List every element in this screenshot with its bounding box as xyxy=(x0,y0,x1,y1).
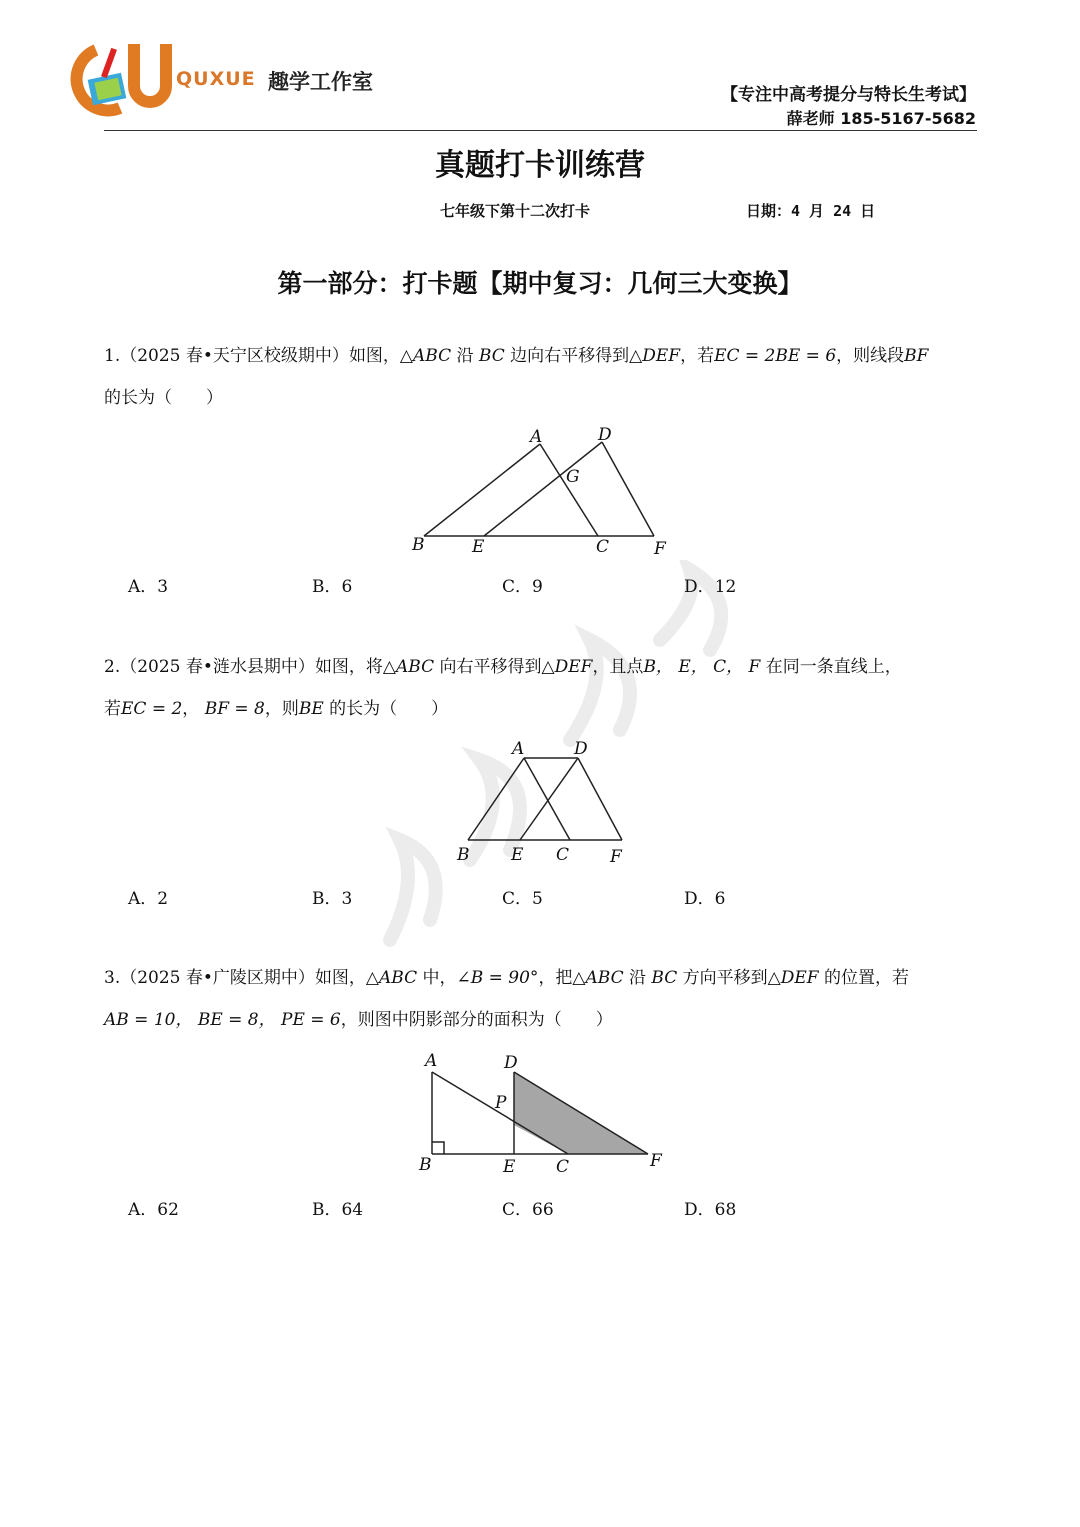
brand-english: QUXUE xyxy=(176,68,256,90)
svg-text:B: B xyxy=(412,535,425,555)
q3-option-b[interactable]: B．64 xyxy=(312,1200,364,1220)
question-2: 2.（2025 春•涟水县期中）如图，将△ABC 向右平移得到△DEF，且点B， E， C， F 在同一条直线上， 若EC = 2， BF = 8，则BE 的长为（ ） xyxy=(104,657,902,719)
svg-text:F: F xyxy=(650,1151,662,1171)
question-1: 1.（2025 春•天宁区校级期中）如图，△ABC 沿 BC 边向右平移得到△DEF，若EC = 2BE = 6，则线段BF 的长为（ ） xyxy=(104,346,929,408)
svg-text:E: E xyxy=(503,1157,516,1177)
svg-text:B: B xyxy=(457,845,470,865)
section-title: 第一部分：打卡题【期中复习：几何三大变换】 xyxy=(277,269,803,298)
q2-option-b[interactable]: B．3 xyxy=(312,889,353,909)
header-divider xyxy=(104,130,977,131)
svg-text:P: P xyxy=(495,1093,507,1113)
q1-option-d[interactable]: D．12 xyxy=(684,577,737,597)
header-contact: 薛老师 185-5167-5682 xyxy=(786,109,976,128)
svg-text:C: C xyxy=(556,1157,570,1177)
q3-option-a[interactable]: A．62 xyxy=(128,1200,179,1220)
page-title: 真题打卡训练营 xyxy=(435,148,645,183)
svg-text:D: D xyxy=(504,1053,518,1073)
brand-chinese: 趣学工作室 xyxy=(268,70,373,94)
svg-text:C: C xyxy=(596,537,610,557)
svg-text:F: F xyxy=(654,539,666,559)
svg-text:A: A xyxy=(425,1051,438,1071)
svg-text:A: A xyxy=(530,427,543,447)
date-label: 日期：4 月 24 日 xyxy=(746,202,876,220)
q2-option-a[interactable]: A．2 xyxy=(128,889,169,909)
q1-option-c[interactable]: C．9 xyxy=(502,577,543,597)
session-label: 七年级下第十二次打卡 xyxy=(440,202,591,220)
svg-text:E: E xyxy=(472,537,485,557)
svg-text:A: A xyxy=(512,739,525,759)
q2-option-c[interactable]: C．5 xyxy=(502,889,543,909)
figure-2 xyxy=(448,734,638,869)
q1-option-b[interactable]: B．6 xyxy=(312,577,353,597)
svg-text:G: G xyxy=(566,467,580,487)
svg-text:E: E xyxy=(511,845,524,865)
q2-option-d[interactable]: D．6 xyxy=(684,889,726,909)
q3-option-d[interactable]: D．68 xyxy=(684,1200,737,1220)
figure-1 xyxy=(400,420,680,560)
svg-text:B: B xyxy=(419,1155,432,1175)
q1-option-a[interactable]: A．3 xyxy=(128,577,169,597)
question-3: 3.（2025 春•广陵区期中）如图，△ABC 中，∠B = 90°，把△ABC 沿 BC 方向平移到△DEF 的位置，若 AB = 10， BE = 8， PE = 6，则图中阴影部分的面积为（ ） xyxy=(104,968,909,1030)
svg-text:D: D xyxy=(574,739,588,759)
svg-text:C: C xyxy=(556,845,570,865)
figure-3 xyxy=(410,1046,670,1181)
header-slogan: 【专注中高考提分与特长生考试】 xyxy=(721,85,976,105)
q3-option-c[interactable]: C．66 xyxy=(502,1200,554,1220)
svg-text:F: F xyxy=(610,847,622,867)
svg-text:D: D xyxy=(598,425,612,445)
